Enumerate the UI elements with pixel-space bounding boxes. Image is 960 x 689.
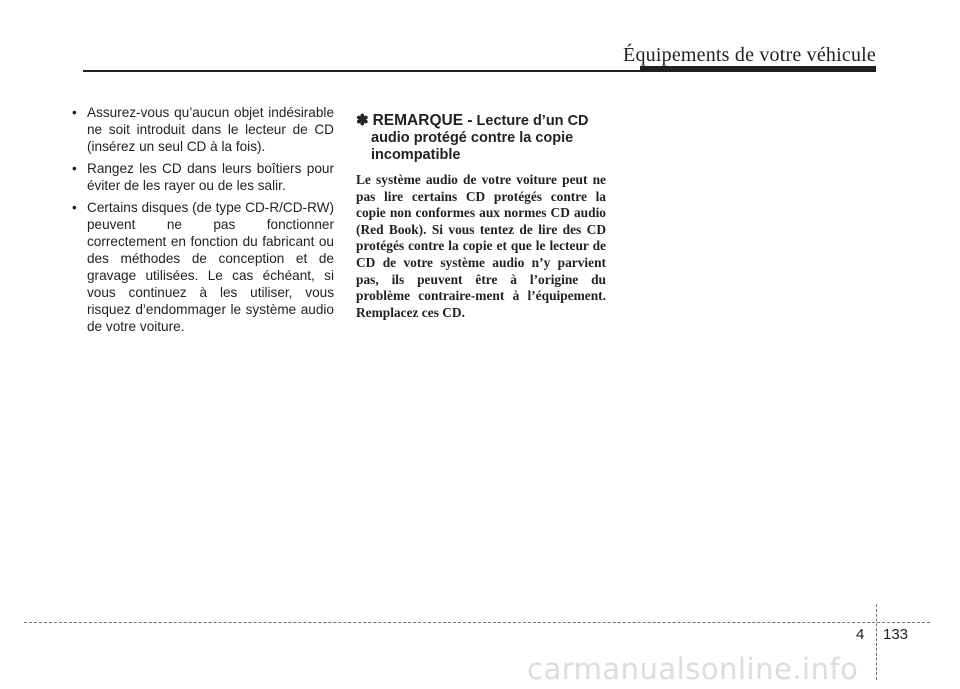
list-item [72, 199, 334, 335]
chapter-number: 4 [856, 626, 865, 643]
footer-dashed-rule [24, 622, 930, 623]
list-item [72, 160, 334, 194]
note-body: Le système audio de votre voiture peut ne pas lire certains CD protégés contre la copie non conformes aux normes CD audio (Red Book). Si vous tentez de lire des CD protégés contre la copie et que le lecteur de CD de votre système audio n’y parvient pas, ils peuvent être à l’origine du problème contraire-ment à l’équipement. Remplacez ces CD. [356, 172, 606, 320]
footer-dashed-divider [876, 604, 877, 680]
note-title: Lecture d’un CD audio protégé contre la copie incompatible [371, 113, 589, 163]
list-item-text: Assurez-vous qu’aucun objet indésirable ne soit introduit dans le lecteur de CD (insérez un seul CD à la fois). [87, 105, 334, 154]
note-block [356, 112, 606, 321]
note-heading [356, 112, 606, 164]
list-item-text: Certains disques (de type CD-R/CD-RW) peuvent ne pas fonctionner correctement en fonction du fabricant ou des méthodes de conception et de gravage utilisées. Le cas échéant, si vous continuez à les utiliser, vous risquez d’endommager le système audio de votre voiture. [87, 200, 334, 334]
page-number: 133 [883, 626, 909, 643]
page-section-title: Équipements de votre véhicule [623, 44, 876, 66]
watermark: carmanualsonline.info [527, 652, 859, 686]
list-item-text: Rangez les CD dans leurs boîtiers pour éviter de les rayer ou de les salir. [87, 161, 334, 193]
bullet-list [72, 104, 334, 335]
list-item [72, 104, 334, 155]
note-keyword: REMARQUE - [372, 112, 473, 129]
bullet-icon: • [72, 161, 77, 176]
bullet-icon: • [72, 200, 77, 215]
bullet-icon: • [72, 105, 77, 120]
left-column [72, 104, 334, 340]
asterisk-icon: ✽ [356, 112, 369, 129]
header-rule-thick [640, 66, 876, 72]
header-rule-thin [83, 70, 643, 72]
